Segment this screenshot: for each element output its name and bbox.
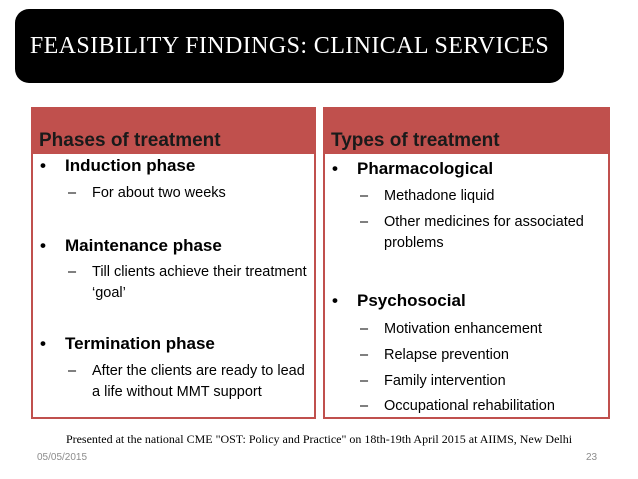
phase-item-maintenance [40,236,308,256]
type-item-pharmacological [332,159,602,179]
type-sub [360,396,602,417]
type-label: Psychosocial [357,291,466,310]
dash-icon: – [68,363,77,379]
phase-item-termination [40,334,308,354]
bullet-icon: • [40,334,46,353]
type-sub [360,212,602,254]
phase-sub-termination [68,361,308,403]
type-sub [360,371,602,392]
phase-label: Termination phase [65,334,215,353]
bullet-icon: • [40,156,46,175]
type-sub-text: Motivation enhancement [384,321,542,337]
type-sub [360,345,602,366]
dash-icon: – [360,214,369,230]
phases-header-label: Phases of treatment [39,130,221,151]
types-header [325,109,608,154]
page-number: 23 [586,452,598,463]
bullet-icon: • [40,236,46,255]
type-sub [360,186,602,207]
types-header-label: Types of treatment [331,130,500,151]
dash-icon: – [360,188,369,204]
type-item-psychosocial [332,291,602,311]
dash-icon: – [360,373,369,389]
footer-date: 05/05/2015 [37,452,88,463]
type-sub-text: Methadone liquid [384,188,495,204]
phase-label: Induction phase [65,156,196,175]
type-sub [360,319,602,340]
bullet-icon: • [332,159,338,178]
dash-icon: – [68,185,77,201]
type-sub-text: Occupational rehabilitation [384,398,555,414]
dash-icon: – [360,398,369,414]
type-sub-text: Family intervention [384,373,506,389]
phase-label: Maintenance phase [65,236,222,255]
slide-title: FEASIBILITY FINDINGS: CLINICAL SERVICES [29,32,550,59]
dash-icon: – [360,321,369,337]
phase-sub-maintenance [68,262,308,304]
phase-item-induction [40,156,308,176]
phases-panel [31,107,316,419]
phase-sub-text: For about two weeks [92,185,226,201]
footer-note: Presented at the national CME "OST: Policy and Practice" on 18th-19th April 2015 at AIIMS, New Delhi [65,432,573,446]
types-panel [323,107,610,419]
phases-header [33,109,314,154]
title-bar [15,9,564,83]
phase-sub-induction [68,183,308,204]
bullet-icon: • [332,291,338,310]
phase-sub-text: Till clients achieve their treatment ‘goal’ [92,264,307,301]
phase-sub-text: After the clients are ready to lead a life without MMT support [92,363,305,400]
type-label: Pharmacological [357,159,494,178]
type-sub-text: Other medicines for associated problems [384,214,584,251]
dash-icon: – [360,347,369,363]
type-sub-text: Relapse prevention [384,347,509,363]
dash-icon: – [68,264,77,280]
